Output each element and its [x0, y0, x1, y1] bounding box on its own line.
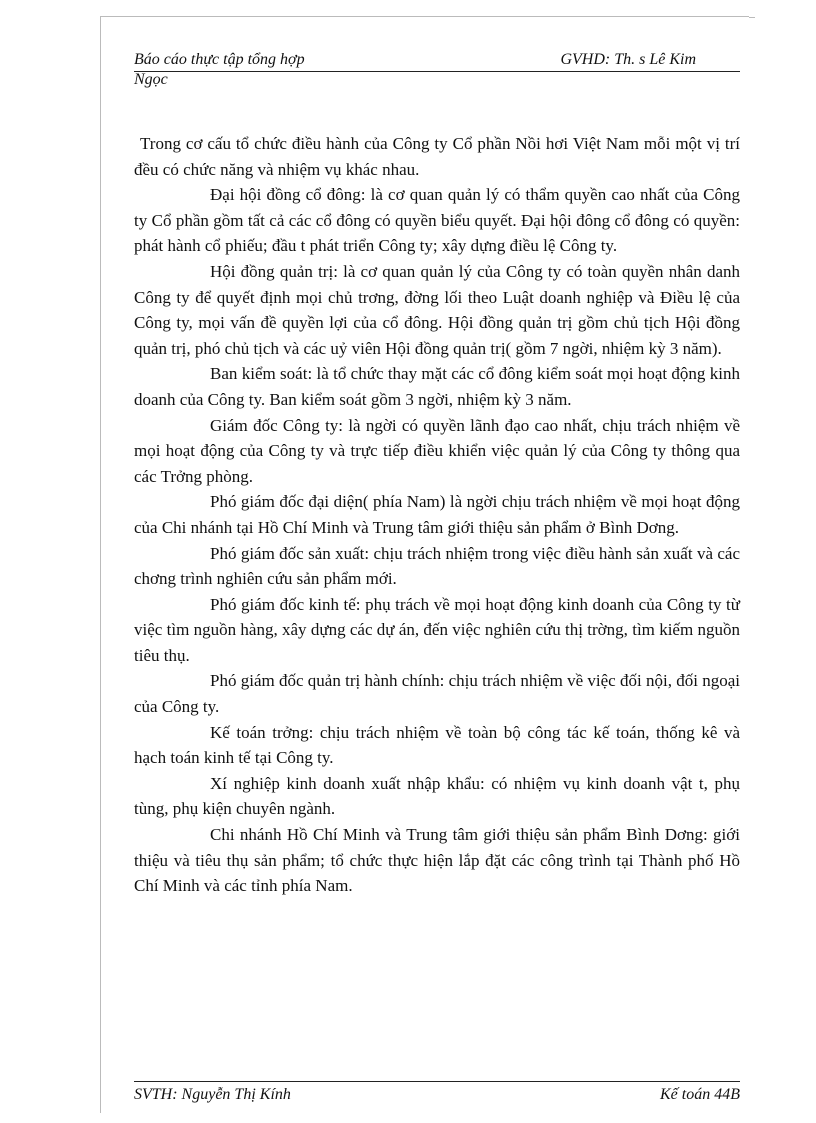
- header-rule: [134, 71, 740, 72]
- footer-class: Kế toán 44B: [660, 1086, 740, 1103]
- paragraph-director: Giám đốc Công ty: là ngời có quyền lãnh đạo cao nhất, chịu trách nhiệm về mọi hoạt động của Công ty và trực tiếp điều khiển việc quản lý của Công ty thông qua các Trởng phòng.: [134, 415, 740, 486]
- paragraph-deputy-director-administration: Phó giám đốc quản trị hành chính: chịu trách nhiệm về việc đối nội, đối ngoại của Công ty.: [134, 671, 740, 717]
- header-report-title: Báo cáo thực tập tổng hợp: [134, 51, 305, 68]
- paragraph-board-of-directors: Hội đồng quản trị: là cơ quan quản lý của Công ty có toàn quyền nhân danh Công ty để quyết định mọi chủ trơng, đờng lối theo Luật doanh nghiệp và Điều lệ của Công ty, mọi vấn đề quyền lợi của cổ đông. Hội đồng quản trị gồm chủ tịch Hội đồng quản trị, phó chủ tịch và các uỷ viên Hội đồng quản trị( gồm 7 ngời, nhiệm kỳ 3 năm).: [134, 261, 740, 358]
- paragraph-deputy-director-economics: Phó giám đốc kinh tế: phụ trách về mọi hoạt động kinh doanh của Công ty từ việc tìm nguồn hàng, xây dựng các dự án, đến việc nghiên cứu thị trờng, tìm kiếm nguồn tiêu thụ.: [134, 594, 740, 665]
- paragraph-import-export-enterprise: Xí nghiệp kinh doanh xuất nhập khẩu: có nhiệm vụ kinh doanh vật t, phụ tùng, phụ kiện chuyên ngành.: [134, 773, 740, 819]
- footer-rule: [134, 1081, 740, 1082]
- corner-mark: [749, 17, 755, 40]
- page-header: [134, 50, 740, 90]
- header-supervisor-continuation: Ngọc: [134, 71, 168, 88]
- footer-student: SVTH: Nguyễn Thị Kính: [134, 1086, 291, 1103]
- document-body: [134, 131, 740, 899]
- header-supervisor: GVHD: Th. s Lê Kim: [560, 51, 696, 68]
- paragraph-chief-accountant: Kế toán trởng: chịu trách nhiệm về toàn bộ công tác kế toán, thống kê và hạch toán kinh tế tại Công ty.: [134, 722, 740, 768]
- page-footer: [134, 1084, 740, 1106]
- paragraph-hcm-branch: Chi nhánh Hồ Chí Minh và Trung tâm giới thiệu sản phẩm Bình Dơng: giới thiệu và tiêu thụ sản phẩm; tổ chức thực hiện lắp đặt các công trình tại Thành phố Hồ Chí Minh và các tỉnh phía Nam.: [134, 825, 740, 896]
- paragraph-shareholders-meeting: Đại hội đồng cổ đông: là cơ quan quản lý có thẩm quyền cao nhất của Công ty Cổ phần gồm tất cả các cổ đông có quyền biểu quyết. Đại hội đông cổ đông có quyền: phát hành cổ phiếu; đầu t phát triển Công ty; xây dựng điều lệ Công ty.: [134, 185, 740, 256]
- paragraph-intro: Trong cơ cấu tổ chức điều hành của Công ty Cổ phần Nồi hơi Việt Nam mỗi một vị trí đều có chức năng và nhiệm vụ khác nhau.: [134, 134, 740, 179]
- paragraph-supervisory-board: Ban kiểm soát: là tổ chức thay mặt các cổ đông kiểm soát mọi hoạt động kinh doanh của Công ty. Ban kiểm soát gồm 3 ngời, nhiệm kỳ 3 năm.: [134, 364, 740, 409]
- header-row: [134, 50, 740, 70]
- paragraph-deputy-director-south: Phó giám đốc đại diện( phía Nam) là ngời chịu trách nhiệm về mọi hoạt động của Chi nhánh tại Hồ Chí Minh và Trung tâm giới thiệu sản phẩm ở Bình Dơng.: [134, 492, 740, 537]
- paragraph-deputy-director-production: Phó giám đốc sản xuất: chịu trách nhiệm trong việc điều hành sản xuất và các chơng trình nghiên cứu sản phẩm mới.: [134, 543, 740, 589]
